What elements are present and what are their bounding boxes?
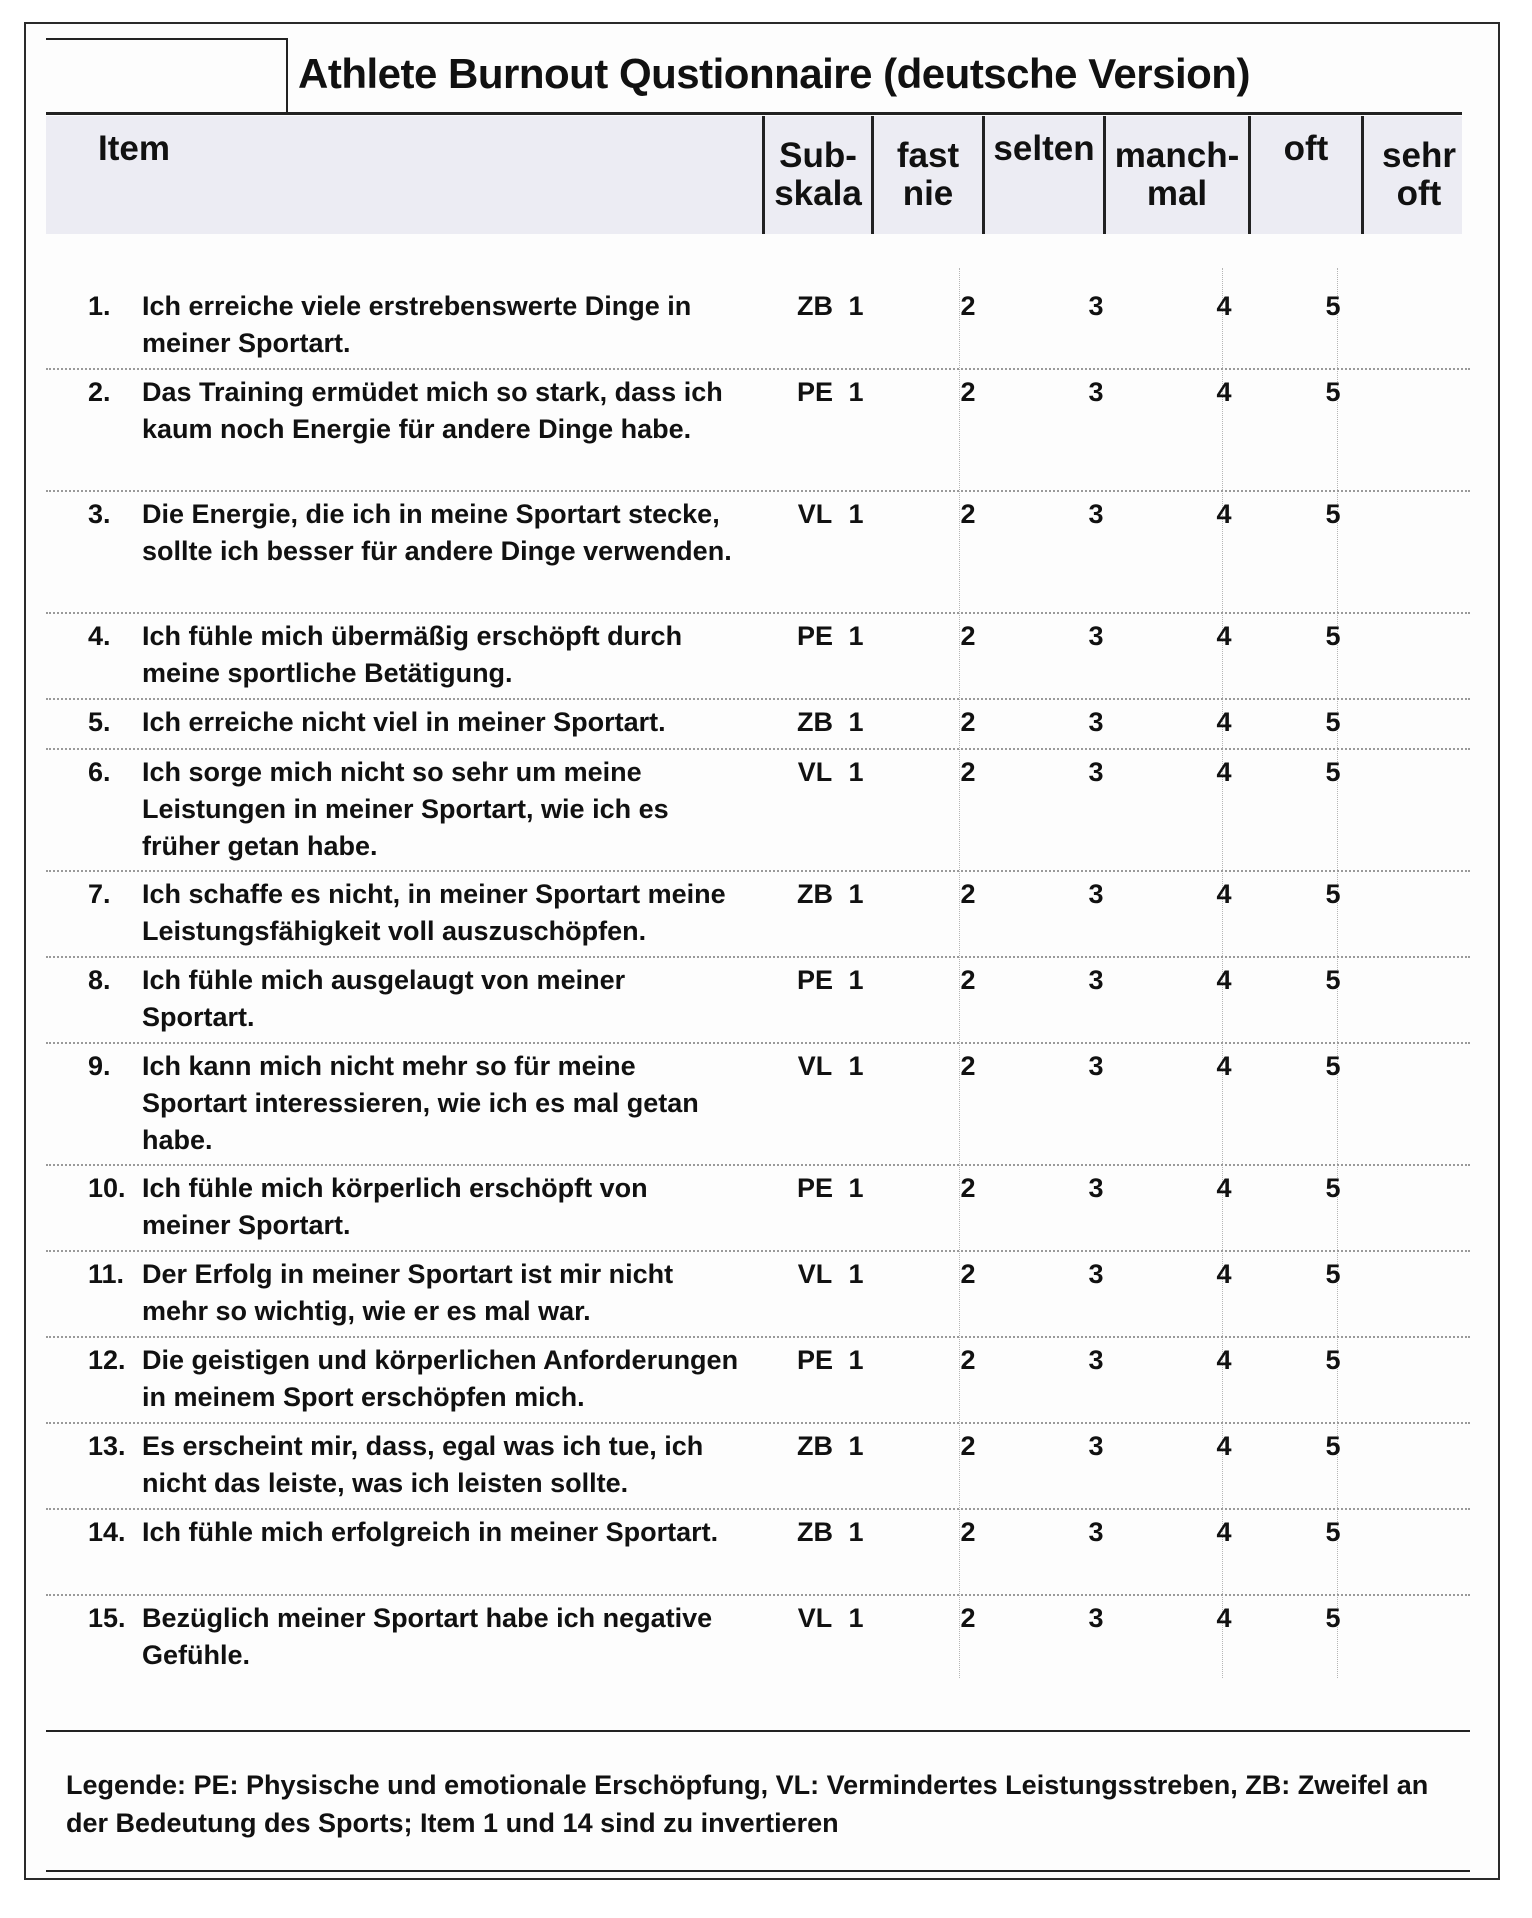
rating-option[interactable]: 3 bbox=[1088, 291, 1104, 321]
title-tab-corner bbox=[46, 38, 288, 114]
rating-option[interactable]: 4 bbox=[1216, 377, 1232, 407]
rating-option[interactable]: 5 bbox=[1325, 1517, 1341, 1547]
header-option-selten bbox=[985, 116, 1103, 234]
rating-option[interactable]: 4 bbox=[1216, 1431, 1232, 1461]
rating-option[interactable]: 5 bbox=[1325, 757, 1341, 787]
item-number: 15. bbox=[88, 1603, 126, 1633]
rating-option[interactable]: 1 bbox=[848, 621, 864, 651]
table-row bbox=[46, 698, 1470, 750]
item-number: 11. bbox=[88, 1259, 125, 1289]
header-option-sehr-oft bbox=[1364, 116, 1474, 234]
header-option-4-line-1: oft bbox=[1283, 129, 1329, 168]
item-number: 4. bbox=[88, 621, 111, 651]
item-number: 5. bbox=[88, 707, 111, 737]
item-text: Ich erreiche viele erstrebenswerte Dinge in meiner Sportart. bbox=[142, 291, 692, 358]
rating-option[interactable]: 3 bbox=[1088, 879, 1104, 909]
rating-option[interactable]: 2 bbox=[960, 1259, 976, 1289]
item-subscale: VL bbox=[797, 757, 833, 787]
item-subscale: VL bbox=[797, 1603, 833, 1633]
table-row bbox=[46, 1422, 1470, 1510]
header-option-fast-nie bbox=[874, 116, 982, 234]
rating-option[interactable]: 4 bbox=[1216, 1051, 1232, 1081]
item-number: 9. bbox=[88, 1051, 111, 1081]
rating-option[interactable]: 5 bbox=[1325, 621, 1341, 651]
rating-option[interactable]: 1 bbox=[848, 1051, 864, 1081]
rating-option[interactable]: 1 bbox=[848, 707, 864, 737]
rating-option[interactable]: 4 bbox=[1216, 1173, 1232, 1203]
item-number: 10. bbox=[88, 1173, 126, 1203]
rating-option[interactable]: 3 bbox=[1088, 1345, 1104, 1375]
item-subscale: PE bbox=[796, 965, 834, 995]
page-title: Athlete Burnout Qustionnaire (deutsche Version) bbox=[298, 50, 1250, 97]
rating-option[interactable]: 5 bbox=[1325, 707, 1341, 737]
rating-option[interactable]: 3 bbox=[1088, 1259, 1104, 1289]
rating-option[interactable]: 1 bbox=[848, 1173, 864, 1203]
item-subscale: PE bbox=[796, 621, 834, 651]
rating-option[interactable]: 5 bbox=[1325, 879, 1341, 909]
rating-option[interactable]: 5 bbox=[1325, 291, 1341, 321]
rating-option[interactable]: 1 bbox=[848, 291, 864, 321]
rating-option[interactable]: 1 bbox=[848, 879, 864, 909]
item-text: Ich erreiche nicht viel in meiner Sportart. bbox=[142, 707, 666, 737]
header-item bbox=[46, 116, 606, 234]
item-subscale: ZB bbox=[797, 1431, 833, 1461]
rating-option[interactable]: 5 bbox=[1325, 377, 1341, 407]
item-text: Die Energie, die ich in meine Sportart stecke, sollte ich besser für andere Dinge verwenden. bbox=[142, 499, 732, 566]
item-text: Bezüglich meiner Sportart habe ich negative Gefühle. bbox=[142, 1603, 713, 1670]
rating-option[interactable]: 3 bbox=[1088, 377, 1104, 407]
item-text: Ich sorge mich nicht so sehr um meine Leistungen in meiner Sportart, wie ich es früher getan habe. bbox=[142, 757, 669, 861]
rating-option[interactable]: 1 bbox=[848, 1345, 864, 1375]
rating-option[interactable]: 5 bbox=[1325, 499, 1341, 529]
header-option-3-line-2: mal bbox=[1146, 174, 1208, 213]
table-row bbox=[46, 748, 1470, 872]
rating-option[interactable]: 3 bbox=[1088, 1603, 1104, 1633]
item-subscale: ZB bbox=[797, 879, 833, 909]
item-text: Ich kann mich nicht mehr so für meine Sportart interessieren, wie ich es mal getan habe. bbox=[142, 1051, 699, 1155]
rating-option[interactable]: 4 bbox=[1216, 965, 1232, 995]
rating-option[interactable]: 5 bbox=[1325, 1431, 1341, 1461]
rating-option[interactable]: 3 bbox=[1088, 621, 1104, 651]
header-option-1-line-2: nie bbox=[902, 174, 954, 213]
rating-option[interactable]: 2 bbox=[960, 1051, 976, 1081]
rating-option[interactable]: 4 bbox=[1216, 499, 1232, 529]
item-text: Ich fühle mich erfolgreich in meiner Sportart. bbox=[142, 1517, 719, 1547]
rating-option[interactable]: 2 bbox=[960, 1173, 976, 1203]
table-row bbox=[46, 490, 1470, 614]
rating-option[interactable]: 2 bbox=[960, 879, 976, 909]
rating-option[interactable]: 1 bbox=[848, 1259, 864, 1289]
rating-option[interactable]: 4 bbox=[1216, 707, 1232, 737]
rating-option[interactable]: 4 bbox=[1216, 879, 1232, 909]
rating-option[interactable]: 4 bbox=[1216, 757, 1232, 787]
rating-option[interactable]: 3 bbox=[1088, 499, 1104, 529]
header-option-3-line-1: manch- bbox=[1114, 136, 1240, 175]
header-option-manchmal bbox=[1106, 116, 1248, 234]
item-number: 12. bbox=[88, 1345, 126, 1375]
header-subscale-line-2: skala bbox=[774, 174, 862, 213]
rating-option[interactable]: 2 bbox=[960, 1345, 976, 1375]
item-number: 14. bbox=[88, 1517, 126, 1547]
table-row bbox=[46, 1250, 1470, 1338]
table-row bbox=[46, 1508, 1470, 1596]
rating-option[interactable]: 1 bbox=[848, 377, 864, 407]
item-subscale: VL bbox=[797, 1051, 833, 1081]
item-subscale: ZB bbox=[797, 291, 833, 321]
rating-option[interactable]: 1 bbox=[848, 499, 864, 529]
table-row bbox=[46, 1042, 1470, 1166]
item-number: 1. bbox=[88, 291, 111, 321]
rating-option[interactable]: 2 bbox=[960, 1431, 976, 1461]
rating-option[interactable]: 4 bbox=[1216, 291, 1232, 321]
rating-option[interactable]: 5 bbox=[1325, 1345, 1341, 1375]
rating-option[interactable]: 2 bbox=[960, 621, 976, 651]
header-option-5-line-1: sehr bbox=[1382, 136, 1456, 175]
item-text: Der Erfolg in meiner Sportart ist mir nicht mehr so wichtig, wie er es mal war. bbox=[142, 1259, 674, 1326]
item-number: 3. bbox=[88, 499, 111, 529]
item-subscale: PE bbox=[796, 1173, 834, 1203]
item-number: 8. bbox=[88, 965, 111, 995]
rating-option[interactable]: 4 bbox=[1216, 1603, 1232, 1633]
rating-option[interactable]: 3 bbox=[1088, 1517, 1104, 1547]
rating-option[interactable]: 2 bbox=[960, 1517, 976, 1547]
rating-option[interactable]: 2 bbox=[960, 757, 976, 787]
table-row bbox=[46, 956, 1470, 1044]
rating-option[interactable]: 1 bbox=[848, 1431, 864, 1461]
header-option-5-line-2: oft bbox=[1396, 174, 1442, 213]
table-row bbox=[46, 282, 1470, 370]
item-subscale: PE bbox=[796, 1345, 834, 1375]
rating-option[interactable]: 5 bbox=[1325, 1051, 1341, 1081]
legend-divider-top bbox=[46, 1730, 1470, 1732]
header-option-1-line-1: fast bbox=[896, 136, 960, 175]
header-subscale bbox=[765, 116, 871, 234]
rating-option[interactable]: 4 bbox=[1216, 1345, 1232, 1375]
rating-option[interactable]: 1 bbox=[848, 1603, 864, 1633]
rating-option[interactable]: 5 bbox=[1325, 1603, 1341, 1633]
rating-option[interactable]: 5 bbox=[1325, 1173, 1341, 1203]
item-subscale: ZB bbox=[797, 1517, 833, 1547]
item-subscale: ZB bbox=[797, 707, 833, 737]
item-number: 7. bbox=[88, 879, 111, 909]
rating-option[interactable]: 4 bbox=[1216, 1517, 1232, 1547]
rating-option[interactable]: 2 bbox=[960, 377, 976, 407]
item-text: Ich fühle mich körperlich erschöpft von meiner Sportart. bbox=[142, 1173, 648, 1240]
rating-option[interactable]: 2 bbox=[960, 499, 976, 529]
item-text: Ich fühle mich ausgelaugt von meiner Sportart. bbox=[142, 965, 626, 1032]
rating-option[interactable]: 4 bbox=[1216, 621, 1232, 651]
rating-option[interactable]: 2 bbox=[960, 1603, 976, 1633]
rating-option[interactable]: 2 bbox=[960, 965, 976, 995]
item-subscale: VL bbox=[797, 499, 833, 529]
rating-option[interactable]: 3 bbox=[1088, 707, 1104, 737]
rating-option[interactable]: 5 bbox=[1325, 965, 1341, 995]
table-row bbox=[46, 612, 1470, 700]
rating-option[interactable]: 5 bbox=[1325, 1259, 1341, 1289]
rating-option[interactable]: 2 bbox=[960, 291, 976, 321]
title-divider bbox=[46, 112, 1462, 115]
legend-divider-bottom bbox=[46, 1870, 1470, 1872]
rating-option[interactable]: 3 bbox=[1088, 1431, 1104, 1461]
rating-option[interactable]: 3 bbox=[1088, 1051, 1104, 1081]
rating-option[interactable]: 4 bbox=[1216, 1259, 1232, 1289]
legend-text: Legende: PE: Physische und emotionale Erschöpfung, VL: Vermindertes Leistungsstreben, ZB: Zweifel an der Bedeutung des Sports; Item 1 und 14 sind zu invertieren bbox=[66, 1770, 1429, 1838]
table-header bbox=[46, 116, 1462, 234]
item-number: 6. bbox=[88, 757, 111, 787]
rating-option[interactable]: 2 bbox=[960, 707, 976, 737]
rating-option[interactable]: 1 bbox=[848, 1517, 864, 1547]
item-text: Ich schaffe es nicht, in meiner Sportart meine Leistungsfähigkeit voll auszuschöpfen. bbox=[142, 879, 726, 946]
table-row bbox=[46, 368, 1470, 492]
header-item-label: Item bbox=[98, 129, 170, 168]
header-subscale-line-1: Sub- bbox=[779, 136, 857, 175]
item-text: Es erscheint mir, dass, egal was ich tue, ich nicht das leiste, was ich leisten sollte. bbox=[142, 1431, 704, 1498]
table-row bbox=[46, 1164, 1470, 1252]
item-subscale: PE bbox=[796, 377, 834, 407]
item-number: 13. bbox=[88, 1431, 126, 1461]
rating-option[interactable]: 3 bbox=[1088, 965, 1104, 995]
header-option-2-line-1: selten bbox=[993, 129, 1095, 168]
rating-option[interactable]: 1 bbox=[848, 757, 864, 787]
table-row bbox=[46, 1594, 1470, 1680]
rating-option[interactable]: 3 bbox=[1088, 757, 1104, 787]
rating-option[interactable]: 3 bbox=[1088, 1173, 1104, 1203]
item-text: Ich fühle mich übermäßig erschöpft durch meine sportliche Betätigung. bbox=[142, 621, 683, 688]
item-subscale: VL bbox=[797, 1259, 833, 1289]
item-text: Das Training ermüdet mich so stark, dass ich kaum noch Energie für andere Dinge habe. bbox=[142, 377, 723, 444]
table-row bbox=[46, 1336, 1470, 1424]
rating-option[interactable]: 1 bbox=[848, 965, 864, 995]
table-row bbox=[46, 870, 1470, 958]
header-option-oft bbox=[1251, 116, 1361, 234]
item-text: Die geistigen und körperlichen Anforderungen in meinem Sport erschöpfen mich. bbox=[142, 1345, 739, 1412]
item-number: 2. bbox=[88, 377, 111, 407]
